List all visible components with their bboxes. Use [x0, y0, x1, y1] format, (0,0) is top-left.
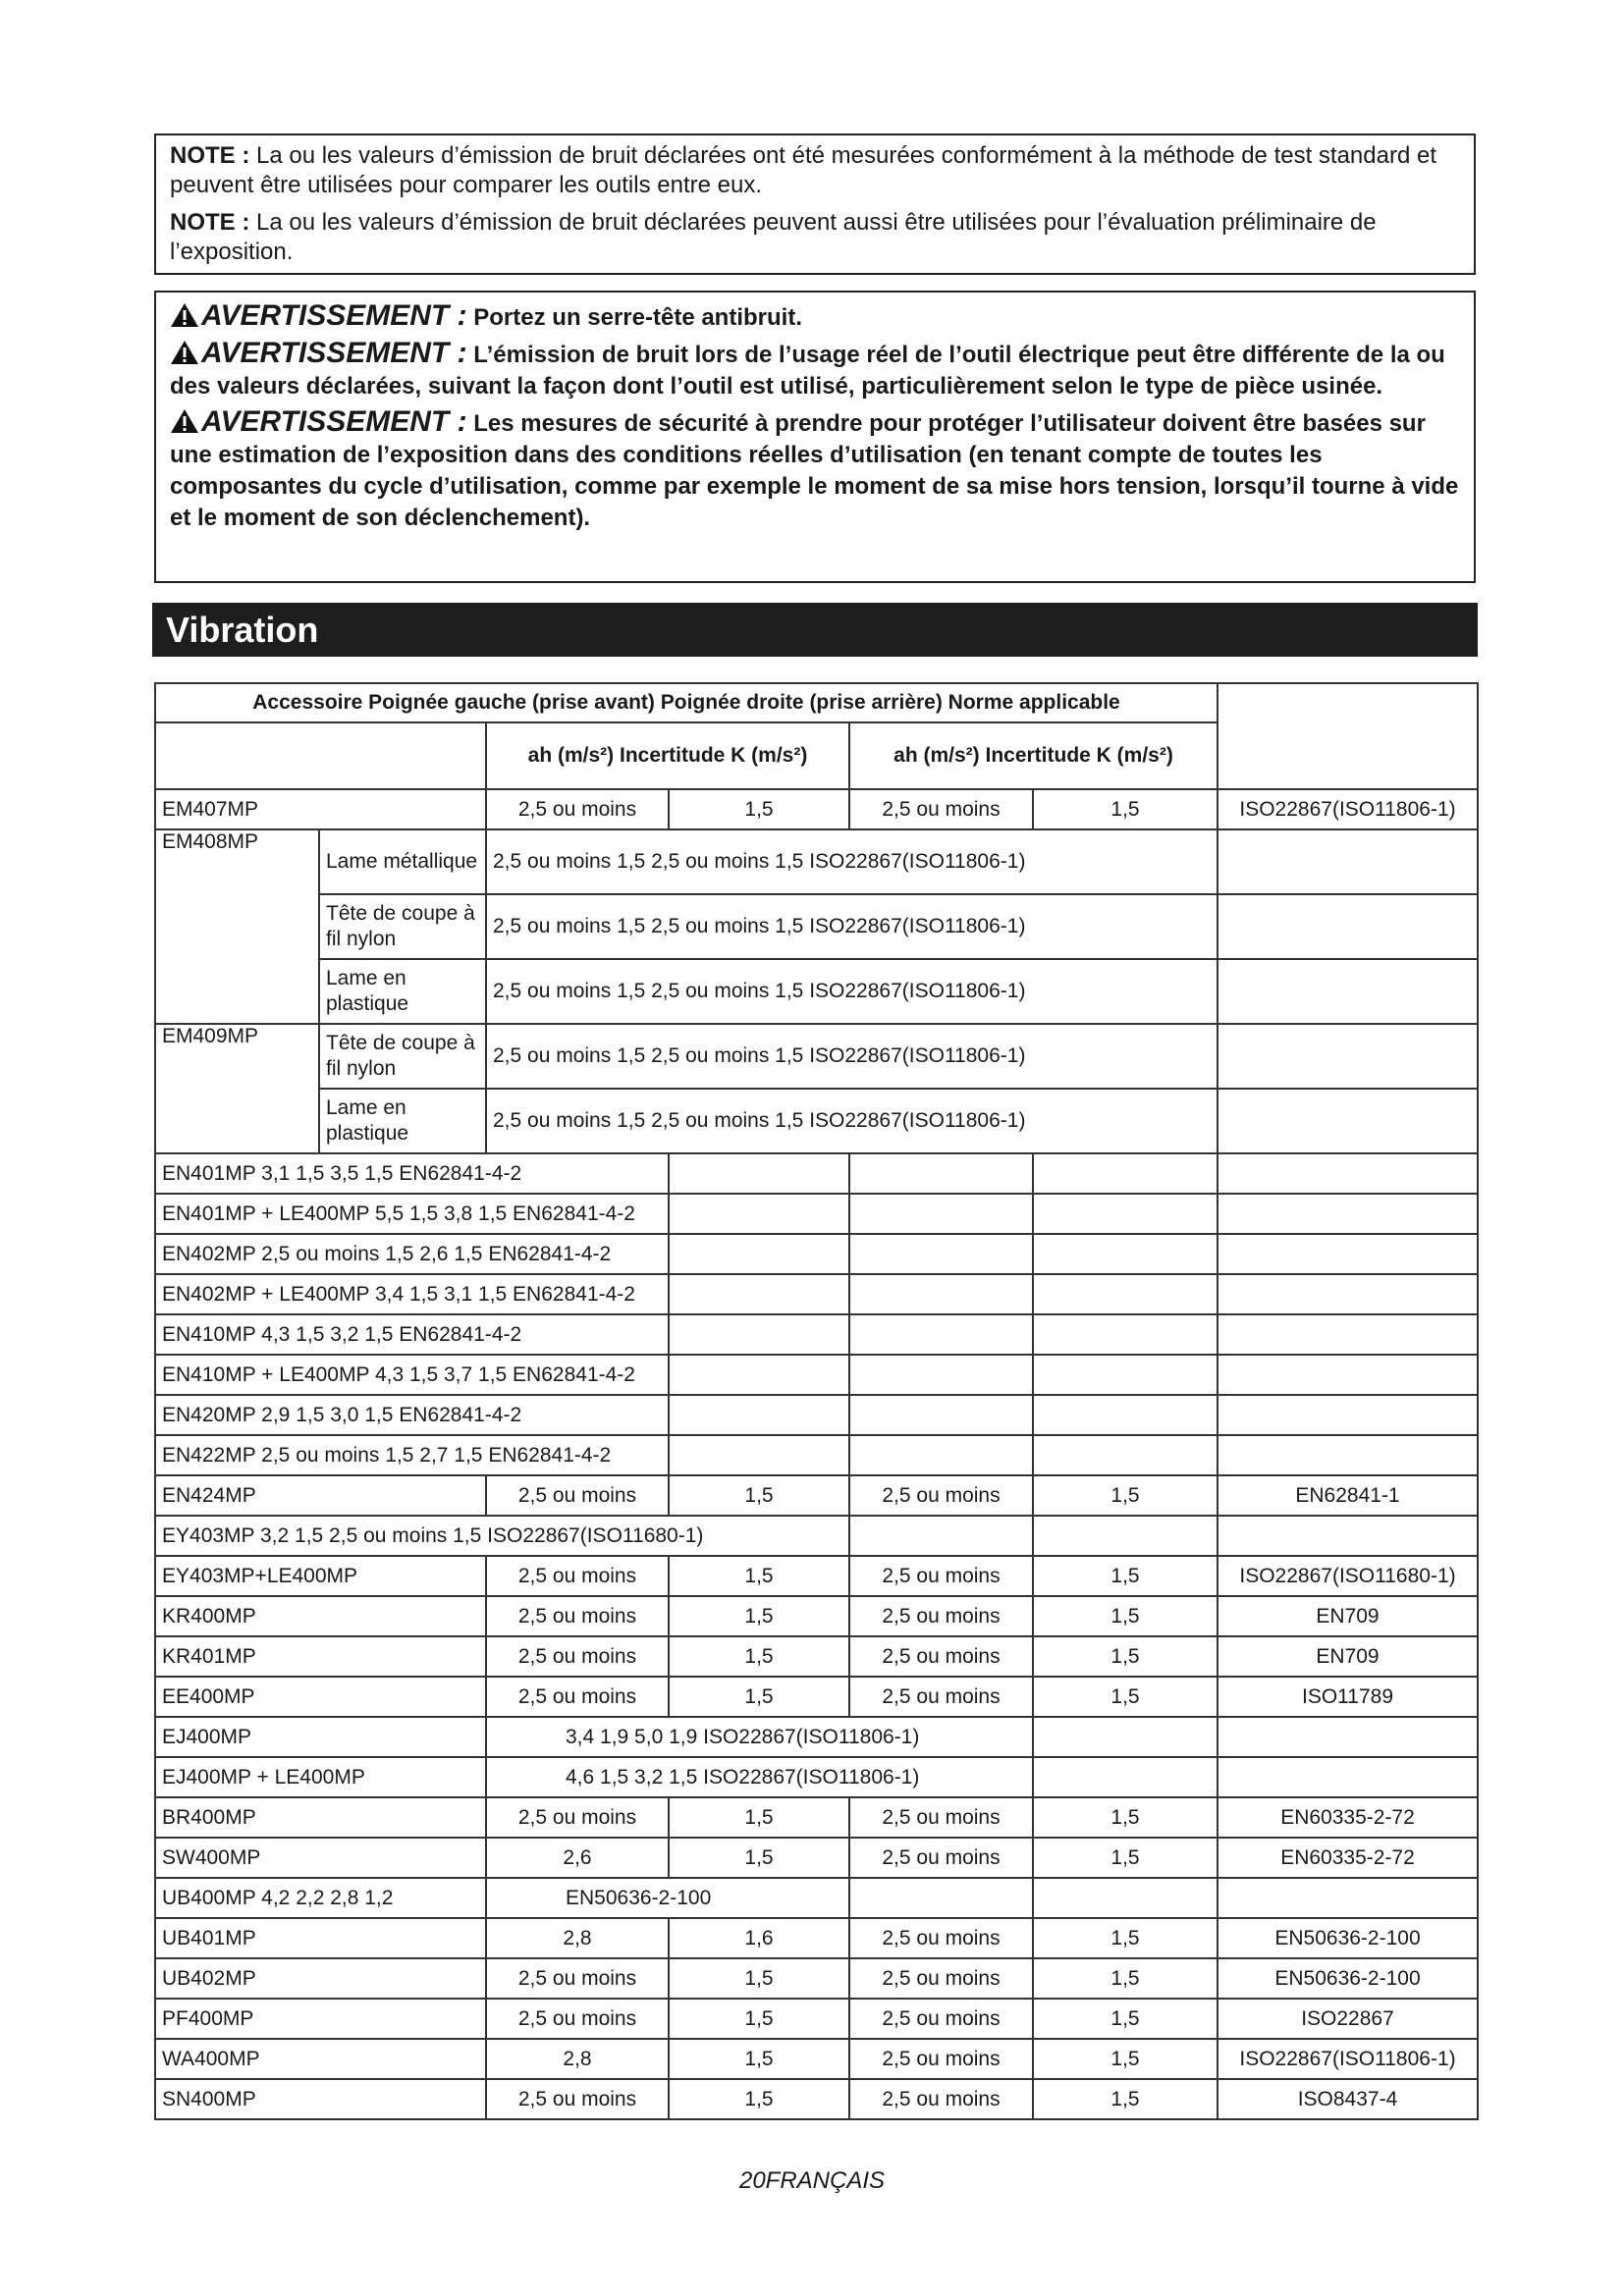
value-cell: 1,5 — [1033, 1677, 1218, 1717]
value-cell: 2,5 ou moins — [486, 1556, 669, 1596]
warning-1: AVERTISSEMENT : Portez un serre-tête antibruit. — [170, 300, 1460, 334]
merged-values-cell: 2,5 ou moins 1,5 2,5 ou moins 1,5 ISO22867(ISO11806-1) — [486, 1024, 1218, 1089]
model-cell: EM408MP — [155, 829, 319, 1024]
empty-cell — [849, 1274, 1033, 1314]
value-cell: 1,5 — [1033, 1958, 1218, 1999]
empty-cell — [1033, 1234, 1218, 1274]
table-row — [155, 1596, 1478, 1636]
table-header-blank — [155, 722, 486, 789]
model-cell: UB402MP — [155, 1958, 486, 1999]
value-cell: 2,5 ou moins — [486, 1475, 669, 1516]
merged-row-cell: EN401MP 3,1 1,5 3,5 1,5 EN62841-4-2 — [155, 1153, 669, 1194]
value-cell: 1,5 — [1033, 1918, 1218, 1958]
value-cell: 2,5 ou moins — [486, 1596, 669, 1636]
norm-cell: EN709 — [1218, 1596, 1478, 1636]
empty-cell — [669, 1395, 849, 1435]
value-cell: 2,5 ou moins — [849, 789, 1033, 829]
value-cell: 2,5 ou moins — [849, 1636, 1033, 1677]
table-row — [155, 1677, 1478, 1717]
accessory-cell: Lame en plastique — [319, 1089, 486, 1153]
value-cell: 1,5 — [669, 789, 849, 829]
value-cell: 1,5 — [1033, 1838, 1218, 1878]
table-row — [155, 1089, 1478, 1153]
warning-2: AVERTISSEMENT : L’émission de bruit lors de l’usage réel de l’outil électrique peut être différente de la ou des valeurs déclarées, suivant la façon dont l’outil est utilisé, particulièrement selon le type de pièce usinée. — [170, 337, 1445, 400]
value-cell: 2,6 — [486, 1838, 669, 1878]
empty-cell — [1218, 829, 1478, 894]
model-cell: SN400MP — [155, 2079, 486, 2119]
value-cell: 1,5 — [1033, 1636, 1218, 1677]
model-cell: KR401MP — [155, 1636, 486, 1677]
empty-cell — [1033, 1435, 1218, 1475]
value-cell: 2,5 ou moins — [849, 1958, 1033, 1999]
table-row — [155, 959, 1478, 1024]
model-cell: EY403MP+LE400MP — [155, 1556, 486, 1596]
empty-cell — [849, 1194, 1033, 1234]
norm-cell: ISO22867(ISO11806-1) — [1218, 2039, 1478, 2079]
norm-cell: EN50636-2-100 — [486, 1878, 849, 1918]
table-row — [155, 1153, 1478, 1194]
norm-cell: ISO11789 — [1218, 1677, 1478, 1717]
empty-cell — [1218, 1516, 1478, 1556]
empty-cell — [1218, 1878, 1478, 1918]
table-row — [155, 1757, 1478, 1797]
empty-cell — [849, 1314, 1033, 1355]
empty-cell — [1218, 1395, 1478, 1435]
table-row — [155, 1878, 1478, 1918]
value-cell: 1,5 — [669, 1556, 849, 1596]
value-cell: 1,5 — [669, 2079, 849, 2119]
table-row — [155, 789, 1478, 829]
empty-cell — [1033, 1355, 1218, 1395]
empty-cell — [849, 1395, 1033, 1435]
accessory-cell: Lame métallique — [319, 829, 486, 894]
value-cell: 1,5 — [1033, 1797, 1218, 1838]
table-row — [155, 1838, 1478, 1878]
model-cell: EJ400MP — [155, 1717, 486, 1757]
table-row — [155, 2079, 1478, 2119]
warning-icon — [170, 302, 199, 328]
table-row — [155, 1274, 1478, 1314]
value-cell: 1,5 — [1033, 2039, 1218, 2079]
merged-values-cell: 3,4 1,9 5,0 1,9 ISO22867(ISO11806-1) — [486, 1717, 1033, 1757]
model-cell: EJ400MP + LE400MP — [155, 1757, 486, 1797]
model-cell: UB401MP — [155, 1918, 486, 1958]
value-cell: 1,5 — [669, 1636, 849, 1677]
table-row — [155, 1999, 1478, 2039]
value-cell: 1,5 — [669, 1838, 849, 1878]
merged-row-cell: EN410MP + LE400MP 4,3 1,5 3,7 1,5 EN62841-4-2 — [155, 1355, 669, 1395]
table-row — [155, 829, 1478, 894]
merged-values-cell: 2,5 ou moins 1,5 2,5 ou moins 1,5 ISO22867(ISO11806-1) — [486, 1089, 1218, 1153]
norm-cell: ISO22867(ISO11680-1) — [1218, 1556, 1478, 1596]
accessory-cell: Tête de coupe à fil nylon — [319, 894, 486, 959]
value-cell: 1,5 — [1033, 1999, 1218, 2039]
norm-cell: EN60335-2-72 — [1218, 1838, 1478, 1878]
value-cell: 2,8 — [486, 1918, 669, 1958]
merged-row-cell: EN402MP 2,5 ou moins 1,5 2,6 1,5 EN62841-4-2 — [155, 1234, 669, 1274]
value-cell: 1,5 — [669, 1797, 849, 1838]
empty-cell — [1218, 959, 1478, 1024]
value-cell: 2,8 — [486, 2039, 669, 2079]
table-subheader-left: ah (m/s²) Incertitude K (m/s²) — [486, 722, 849, 789]
norm-cell: EN50636-2-100 — [1218, 1918, 1478, 1958]
table-subheader-right: ah (m/s²) Incertitude K (m/s²) — [849, 722, 1218, 789]
merged-row-cell: EN422MP 2,5 ou moins 1,5 2,7 1,5 EN62841-4-2 — [155, 1435, 669, 1475]
value-cell: 1,5 — [669, 2039, 849, 2079]
empty-cell — [1033, 1194, 1218, 1234]
table-row — [155, 1556, 1478, 1596]
table-row — [155, 1475, 1478, 1516]
value-cell: 2,5 ou moins — [849, 1556, 1033, 1596]
warning-icon — [170, 408, 199, 434]
table-row — [155, 1194, 1478, 1234]
empty-cell — [669, 1274, 849, 1314]
model-cell: WA400MP — [155, 2039, 486, 2079]
value-cell: 1,5 — [669, 1475, 849, 1516]
empty-cell — [849, 1355, 1033, 1395]
merged-row-cell: EN420MP 2,9 1,5 3,0 1,5 EN62841-4-2 — [155, 1395, 669, 1435]
model-cell: EM409MP — [155, 1024, 319, 1153]
norm-cell: EN60335-2-72 — [1218, 1797, 1478, 1838]
table-row — [155, 1918, 1478, 1958]
table-header-row — [155, 683, 1478, 722]
page-footer: 20FRANÇAIS — [738, 2167, 886, 2194]
value-cell: 2,5 ou moins — [486, 1677, 669, 1717]
empty-cell — [1033, 1757, 1218, 1797]
empty-cell — [1218, 1717, 1478, 1757]
table-row — [155, 1717, 1478, 1757]
model-cell: SW400MP — [155, 1838, 486, 1878]
norm-cell: ISO22867 — [1218, 1999, 1478, 2039]
note-1: NOTE : La ou les valeurs d’émission de bruit déclarées ont été mesurées conformément à la méthode de test standard et peuvent être utilisées pour comparer les outils entre eux. — [170, 142, 1436, 198]
norm-cell: EN50636-2-100 — [1218, 1958, 1478, 1999]
warning-icon — [170, 340, 199, 365]
table-row — [155, 2039, 1478, 2079]
empty-cell — [669, 1435, 849, 1475]
table-row — [155, 1516, 1478, 1556]
model-cell: BR400MP — [155, 1797, 486, 1838]
table-row — [155, 1234, 1478, 1274]
value-cell: 2,5 ou moins — [849, 2079, 1033, 2119]
table-row — [155, 1636, 1478, 1677]
empty-cell — [849, 1516, 1033, 1556]
empty-cell — [1218, 1757, 1478, 1797]
merged-row-cell: EN410MP 4,3 1,5 3,2 1,5 EN62841-4-2 — [155, 1314, 669, 1355]
merged-values-cell: 2,5 ou moins 1,5 2,5 ou moins 1,5 ISO22867(ISO11806-1) — [486, 959, 1218, 1024]
table-row — [155, 1355, 1478, 1395]
warnings-box — [154, 291, 1476, 583]
value-cell: 1,5 — [669, 1958, 849, 1999]
empty-cell — [1218, 1435, 1478, 1475]
value-cell: 1,5 — [669, 1596, 849, 1636]
value-cell: 1,5 — [1033, 789, 1218, 829]
empty-cell — [1033, 1516, 1218, 1556]
empty-cell — [1218, 894, 1478, 959]
table-row — [155, 1395, 1478, 1435]
norm-cell: ISO22867(ISO11806-1) — [1218, 789, 1478, 829]
note-2: NOTE : La ou les valeurs d’émission de bruit déclarées peuvent aussi être utilisées pour l’évaluation préliminaire de l’exposition. — [170, 209, 1377, 265]
value-cell: 2,5 ou moins — [849, 1677, 1033, 1717]
merged-values-cell: 2,5 ou moins 1,5 2,5 ou moins 1,5 ISO22867(ISO11806-1) — [486, 829, 1218, 894]
empty-cell — [669, 1153, 849, 1194]
value-cell: 2,5 ou moins — [486, 2079, 669, 2119]
merged-row-cell: EY403MP 3,2 1,5 2,5 ou moins 1,5 ISO22867(ISO11680-1) — [155, 1516, 849, 1556]
accessory-cell: Tête de coupe à fil nylon — [319, 1024, 486, 1089]
empty-cell — [1033, 1395, 1218, 1435]
table-row — [155, 1797, 1478, 1838]
value-cell: 1,5 — [669, 1999, 849, 2039]
model-cell: EE400MP — [155, 1677, 486, 1717]
value-cell: 1,5 — [669, 1677, 849, 1717]
value-cell: 2,5 ou moins — [849, 1797, 1033, 1838]
empty-cell — [849, 1153, 1033, 1194]
merged-row-cell: EN402MP + LE400MP 3,4 1,5 3,1 1,5 EN62841-4-2 — [155, 1274, 669, 1314]
empty-cell — [1218, 1274, 1478, 1314]
empty-cell — [669, 1234, 849, 1274]
value-cell: 1,5 — [1033, 1475, 1218, 1516]
value-cell: 2,5 ou moins — [486, 1999, 669, 2039]
norm-cell: EN709 — [1218, 1636, 1478, 1677]
value-cell: 1,5 — [1033, 1556, 1218, 1596]
value-cell: 2,5 ou moins — [486, 1958, 669, 1999]
merged-values-cell: 2,5 ou moins 1,5 2,5 ou moins 1,5 ISO22867(ISO11806-1) — [486, 894, 1218, 959]
empty-cell — [1218, 1234, 1478, 1274]
empty-cell — [1218, 1194, 1478, 1234]
empty-cell — [1033, 1878, 1218, 1918]
vibration-table — [154, 682, 1479, 2120]
merged-values-cell: 4,6 1,5 3,2 1,5 ISO22867(ISO11806-1) — [486, 1757, 1033, 1797]
warning-3: AVERTISSEMENT : Les mesures de sécurité à prendre pour protéger l’utilisateur doivent être basées sur une estimation de l’exposition dans des conditions réelles d’utilisation (en tenant compte de toutes les composantes du cycle d’utilisation, comme par exemple le moment de sa mise hors tension, lorsqu’il tourne à vide et le moment de son déclenchement). — [170, 405, 1459, 531]
value-cell: 2,5 ou moins — [486, 789, 669, 829]
empty-cell — [1033, 1717, 1218, 1757]
empty-cell — [1218, 1024, 1478, 1089]
table-row — [155, 1024, 1478, 1089]
value-cell: 2,5 ou moins — [849, 1475, 1033, 1516]
empty-cell — [1218, 1089, 1478, 1153]
value-cell: 1,5 — [1033, 2079, 1218, 2119]
empty-cell — [1218, 1314, 1478, 1355]
value-cell: 2,5 ou moins — [849, 2039, 1033, 2079]
value-cell: 1,6 — [669, 1918, 849, 1958]
notes-box — [154, 133, 1476, 275]
table-header-text: Accessoire Poignée gauche (prise avant) Poignée droite (prise arrière) Norme applicable — [155, 683, 1218, 722]
accessory-cell: Lame en plastique — [319, 959, 486, 1024]
value-cell: 2,5 ou moins — [849, 1838, 1033, 1878]
model-cell: EN424MP — [155, 1475, 486, 1516]
table-row — [155, 1958, 1478, 1999]
value-cell: 2,5 ou moins — [849, 1918, 1033, 1958]
value-cell: 2,5 ou moins — [849, 1596, 1033, 1636]
model-cell: PF400MP — [155, 1999, 486, 2039]
empty-cell — [669, 1355, 849, 1395]
value-cell: 2,5 ou moins — [486, 1636, 669, 1677]
norm-cell: EN62841-1 — [1218, 1475, 1478, 1516]
table-row — [155, 894, 1478, 959]
value-cell: 1,5 — [1033, 1596, 1218, 1636]
empty-cell — [1033, 1153, 1218, 1194]
value-cell: 2,5 ou moins — [849, 1999, 1033, 2039]
table-header-empty — [1218, 683, 1478, 789]
model-cell: EM407MP — [155, 789, 486, 829]
value-cell: 2,5 ou moins — [486, 1797, 669, 1838]
model-cell: UB400MP 4,2 2,2 2,8 1,2 — [155, 1878, 486, 1918]
empty-cell — [1033, 1314, 1218, 1355]
merged-row-cell: EN401MP + LE400MP 5,5 1,5 3,8 1,5 EN62841-4-2 — [155, 1194, 669, 1234]
empty-cell — [669, 1194, 849, 1234]
empty-cell — [1033, 1274, 1218, 1314]
section-title-vibration: Vibration — [152, 603, 1478, 657]
table-row — [155, 1314, 1478, 1355]
empty-cell — [1218, 1153, 1478, 1194]
table-row — [155, 1435, 1478, 1475]
empty-cell — [849, 1435, 1033, 1475]
model-cell: KR400MP — [155, 1596, 486, 1636]
norm-cell: ISO8437-4 — [1218, 2079, 1478, 2119]
empty-cell — [1218, 1355, 1478, 1395]
empty-cell — [849, 1234, 1033, 1274]
empty-cell — [849, 1878, 1033, 1918]
empty-cell — [669, 1314, 849, 1355]
